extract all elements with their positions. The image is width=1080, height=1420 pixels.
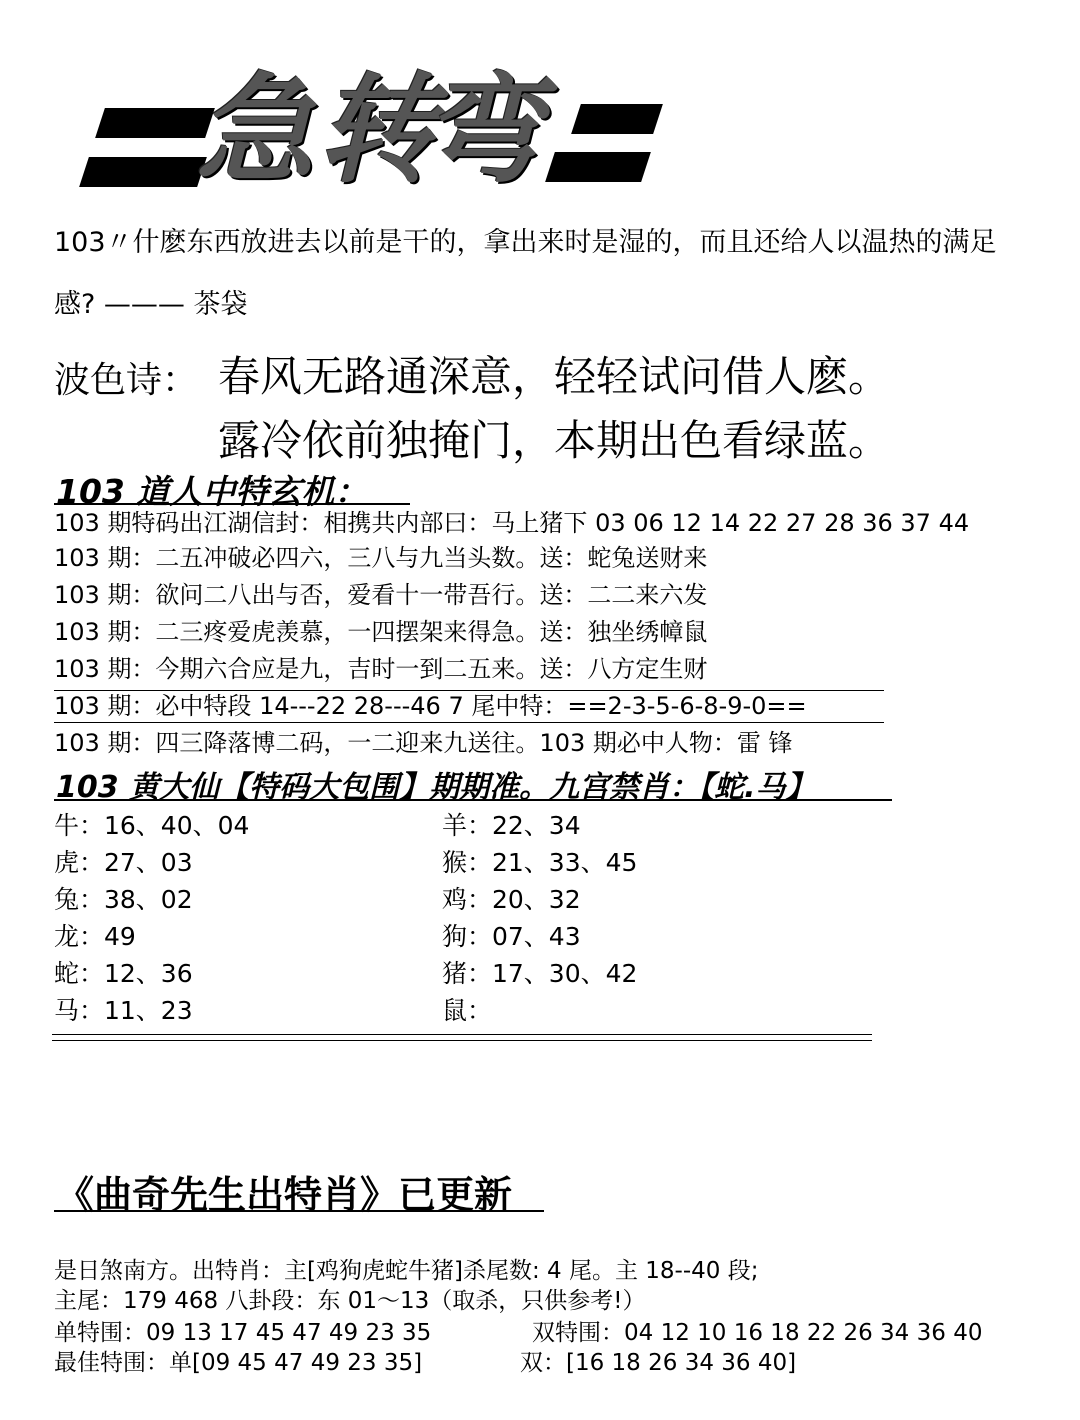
- zodiac-left-1: 牛：16、40、04: [54, 811, 250, 840]
- section3-line-1: 是日煞南方。出特肖：主[鸡狗虎蛇牛猪]杀尾数: 4 尾。主 18--40 段;: [54, 1258, 759, 1284]
- poem-label: 波色诗：: [54, 360, 199, 401]
- section1-line-4: 103 期：二三疼爱虎羡慕，一四摆架来得急。送：独坐绣幛鼠: [54, 618, 708, 646]
- section1-line-5: 103 期：今期六合应是九，吉时一到二五来。送：八方定生财: [54, 655, 708, 683]
- single-special-range: 单特围：09 13 17 45 47 49 23 35: [54, 1320, 432, 1346]
- logo-char-3: 弯: [423, 60, 544, 199]
- section1-line-7: 103 期：四三降落博二码，一二迎来九送往。103 期必中人物：雷 锋: [54, 729, 793, 757]
- riddle-line-1: 103〃什麽东西放进去以前是干的，拿出来时是湿的，而且还给人以温热的满足: [54, 227, 997, 258]
- zodiac-left-4: 龙：49: [54, 922, 136, 951]
- section1-line-6: 103 期：必中特段 14---22 28---46 7 尾中特：==2-3-5-6-8-9-0==: [54, 692, 807, 720]
- section1-title-underline: [54, 503, 410, 505]
- poem-line-2: 露冷依前独掩门，本期出色看绿蓝。: [218, 416, 891, 465]
- section2-title: 103 黄大仙【特码大包围】期期准。九宫禁肖：【蛇.马】: [56, 770, 816, 805]
- poem-line-1: 春风无路通深意，轻轻试问借人麽。: [218, 352, 891, 401]
- zodiac-left-5: 蛇：12、36: [54, 959, 193, 988]
- double-special-range: 双特围：04 12 10 16 18 22 26 34 36 40: [532, 1320, 983, 1346]
- logo-char-1: 急: [196, 60, 317, 199]
- section1-line-2: 103 期：二五冲破必四六，三八与九当头数。送：蛇兔送财来: [54, 544, 708, 572]
- zodiac-right-6: 鼠：: [442, 996, 493, 1025]
- double-rule-top: [52, 1034, 872, 1035]
- zodiac-left-3: 兔：38、02: [54, 885, 193, 914]
- section1-rule-bottom: [54, 722, 884, 723]
- section3-title-underline: [54, 1210, 544, 1212]
- section3-line-2: 主尾：179 468 八卦段：东 01～13（取杀，只供参考!）: [54, 1288, 646, 1314]
- section1-line-1: 103 期特码出江湖信封：相携共内部曰：马上猪下 03 06 12 14 22 27 28 36 37 44: [54, 509, 970, 537]
- section1-line-3: 103 期：欲问二八出与否，爱看十一带吾行。送：二二来六发: [54, 581, 708, 609]
- logo-left-bar-bottom: [79, 157, 207, 187]
- zodiac-right-5: 猪：17、30、42: [442, 959, 638, 988]
- zodiac-right-2: 猴：21、33、45: [442, 848, 638, 877]
- zodiac-right-1: 羊：22、34: [442, 811, 581, 840]
- best-range-double: 双：[16 18 26 34 36 40]: [520, 1350, 797, 1376]
- logo-char-2: 转: [318, 60, 439, 199]
- zodiac-left-6: 马：11、23: [54, 996, 193, 1025]
- riddle-line-2: 感? ——— 茶袋: [54, 289, 248, 320]
- double-rule-bottom: [52, 1040, 872, 1041]
- logo-right-bar-top: [571, 104, 663, 134]
- logo-right-bar-bottom: [545, 152, 651, 182]
- logo: [78, 60, 678, 200]
- best-range-single: 最佳特围：单[09 45 47 49 23 35]: [54, 1350, 423, 1376]
- zodiac-right-4: 狗：07、43: [442, 922, 581, 951]
- section2-title-underline: [54, 799, 892, 801]
- zodiac-left-2: 虎：27、03: [54, 848, 193, 877]
- section3-title: 《曲奇先生出特肖》已更新: [56, 1173, 513, 1217]
- zodiac-right-3: 鸡：20、32: [442, 885, 581, 914]
- section1-title: 103 道人中特玄机：: [56, 472, 368, 511]
